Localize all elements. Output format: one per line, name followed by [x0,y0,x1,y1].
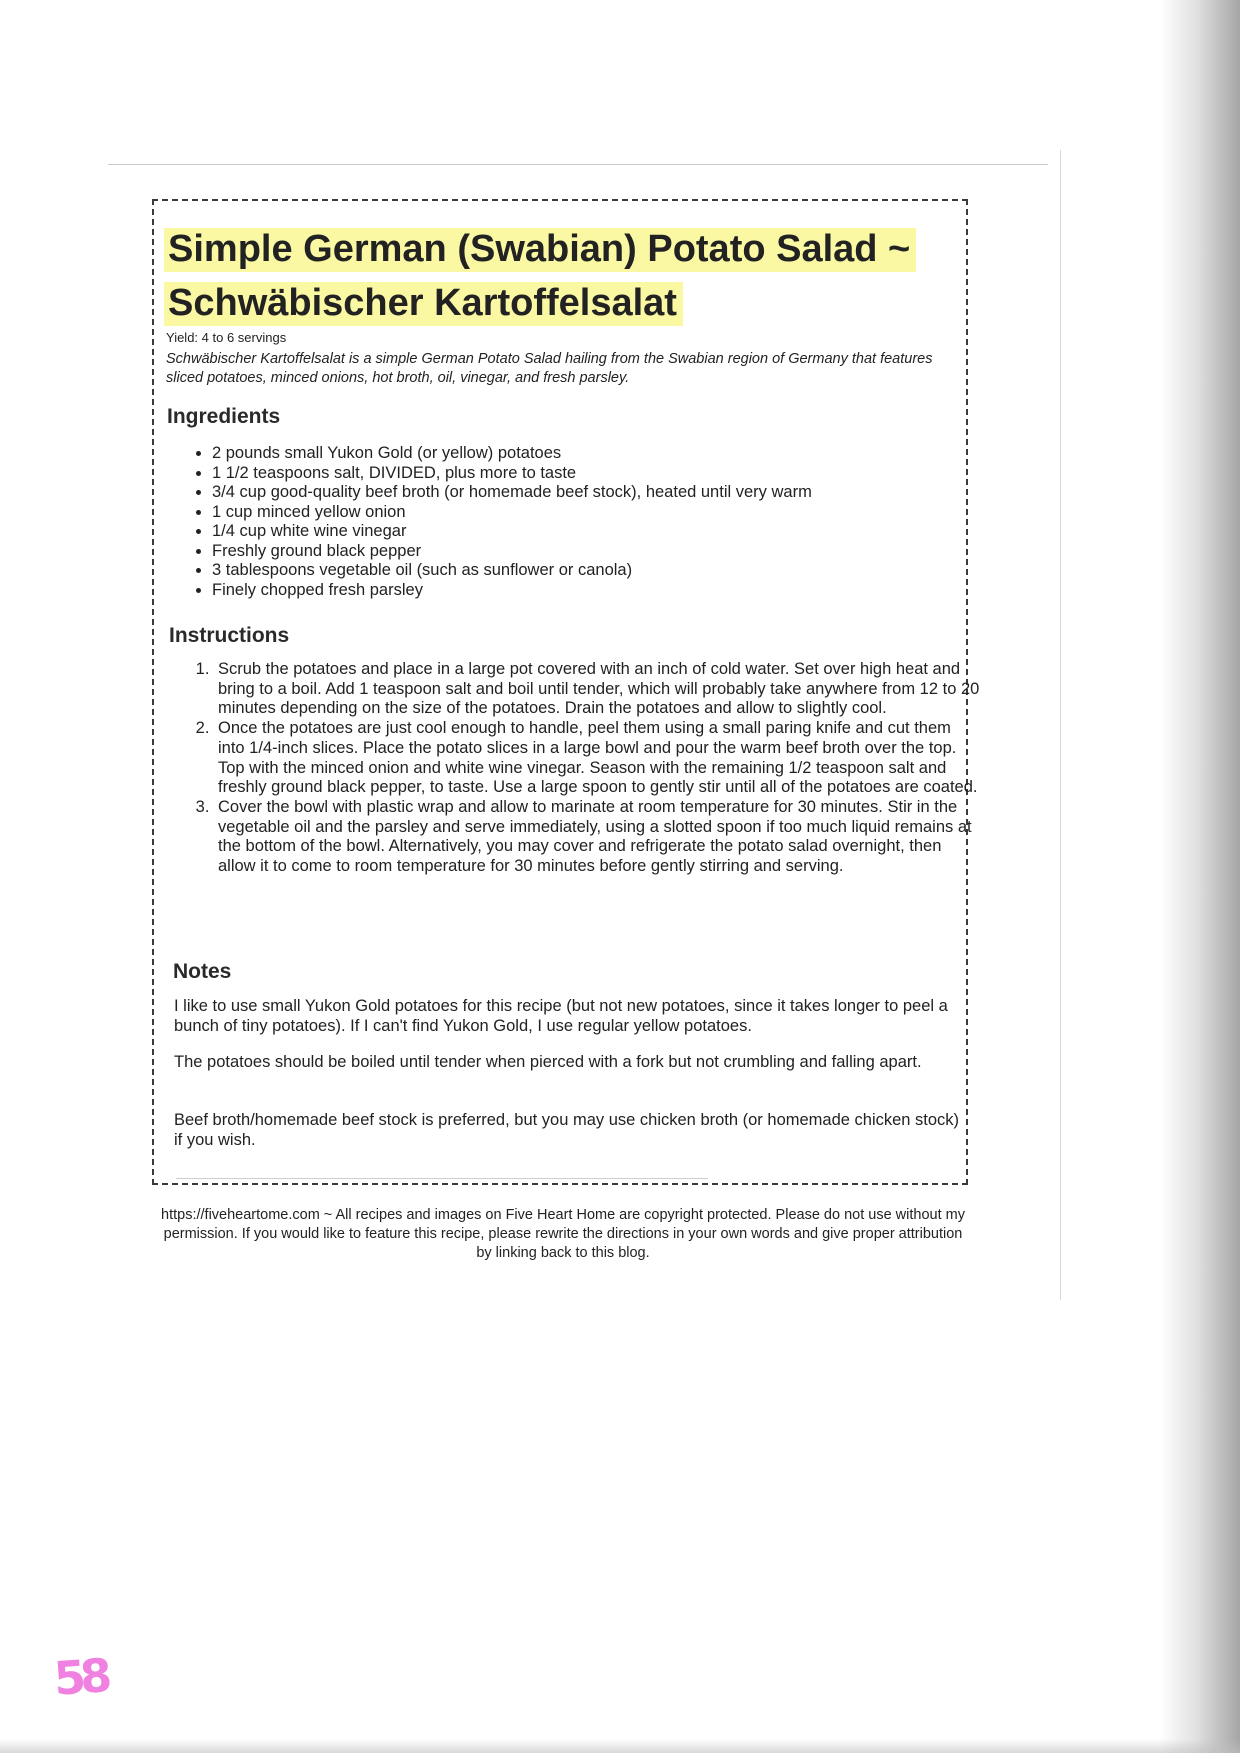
ingredient-item: • 1/4 cup white wine vinegar [212,522,952,542]
faint-url-underline [176,1178,708,1179]
underlying-page-edge [108,164,1048,165]
ingredient-item: • 2 pounds small Yukon Gold (or yellow) potatoes [212,444,952,464]
note-paragraph: I like to use small Yukon Gold potatoes for this recipe (but not new potatoes, since it takes longer to peel a bunch of tiny potatoes). If I can't find Yukon Gold, I use regular yellow potatoes. [174,997,948,1035]
recipe-title [164,222,944,330]
ingredient-item: • Freshly ground black pepper [212,542,952,562]
ingredient-item: • 1 cup minced yellow onion [212,503,952,523]
handwritten-page-number: 58 [52,1648,108,1706]
instruction-step: 1. Scrub the potatoes and place in a large pot covered with an inch of cold water. Set over high heat and bring to a boil. Add 1 teaspoon salt and boil until tender, which will probably take anywhere from 12 to 20 minutes depending on the size of the potatoes. Drain the potatoes and allow to slightly cool. [214,660,982,719]
instruction-step: 3. Cover the bowl with plastic wrap and allow to marinate at room temperature for 30 minutes. Stir in the vegetable oil and the parsley and serve immediately, using a slotted spoon if too much liquid remains at the bottom of the bowl. Alternatively, you may cover and refrigerate the potato salad overnight, then allow it to come to room temperature for 30 minutes before gently stirring and serving. [214,798,982,877]
title-line-2: Schwäbischer Kartoffelsalat [164,282,683,326]
instructions-heading: Instructions [169,624,290,647]
scan-shadow-right [1160,0,1240,1753]
instruction-step: 2. Once the potatoes are just cool enough to handle, peel them using a small paring knife and cut them into 1/4-inch slices. Place the potato slices in a large bowl and pour the warm beef broth over the top. Top with the minced onion and white wine vinegar. Season with the remaining 1/2 teaspoon salt and freshly ground black pepper, to taste. Use a large spoon to gently stir until all of the potatoes are coated. [214,719,982,798]
ingredient-item: • Finely chopped fresh parsley [212,581,952,601]
ingredient-item: • 1 1/2 teaspoons salt, DIVIDED, plus more to taste [212,464,952,484]
ingredient-item: • 3/4 cup good-quality beef broth (or homemade beef stock), heated until very warm [212,483,952,503]
recipe-yield: Yield: 4 to 6 servings [166,330,287,345]
ingredients-heading: Ingredients [167,405,281,428]
title-line-1: Simple German (Swabian) Potato Salad ~ [164,228,916,272]
copyright-footer: https://fiveheartome.com ~ All recipes and images on Five Heart Home are copyright protected. Please do not use without my permission. If you would like to feature this recipe, please rewrite the directions in your own words and give proper attribution by linking back to this blog. [161,1207,965,1261]
scan-shadow-bottom [0,1739,1240,1753]
recipe-intro: Schwäbischer Kartoffelsalat is a simple German Potato Salad hailing from the Swabian region of Germany that features sliced potatoes, minced onions, hot broth, oil, vinegar, and fresh parsley. [166,351,933,386]
instructions-list [192,660,982,877]
note-paragraph: Beef broth/homemade beef stock is preferred, but you may use chicken broth (or homemade chicken stock) if you wish. [174,1111,960,1149]
ingredient-item: • 3 tablespoons vegetable oil (such as sunflower or canola) [212,561,952,581]
note-paragraph: The potatoes should be boiled until tender when pierced with a fork but not crumbling and falling apart. [174,1053,922,1071]
underlying-page-edge-right [1060,150,1061,1300]
ingredients-list [190,444,952,600]
notes-heading: Notes [173,960,232,983]
